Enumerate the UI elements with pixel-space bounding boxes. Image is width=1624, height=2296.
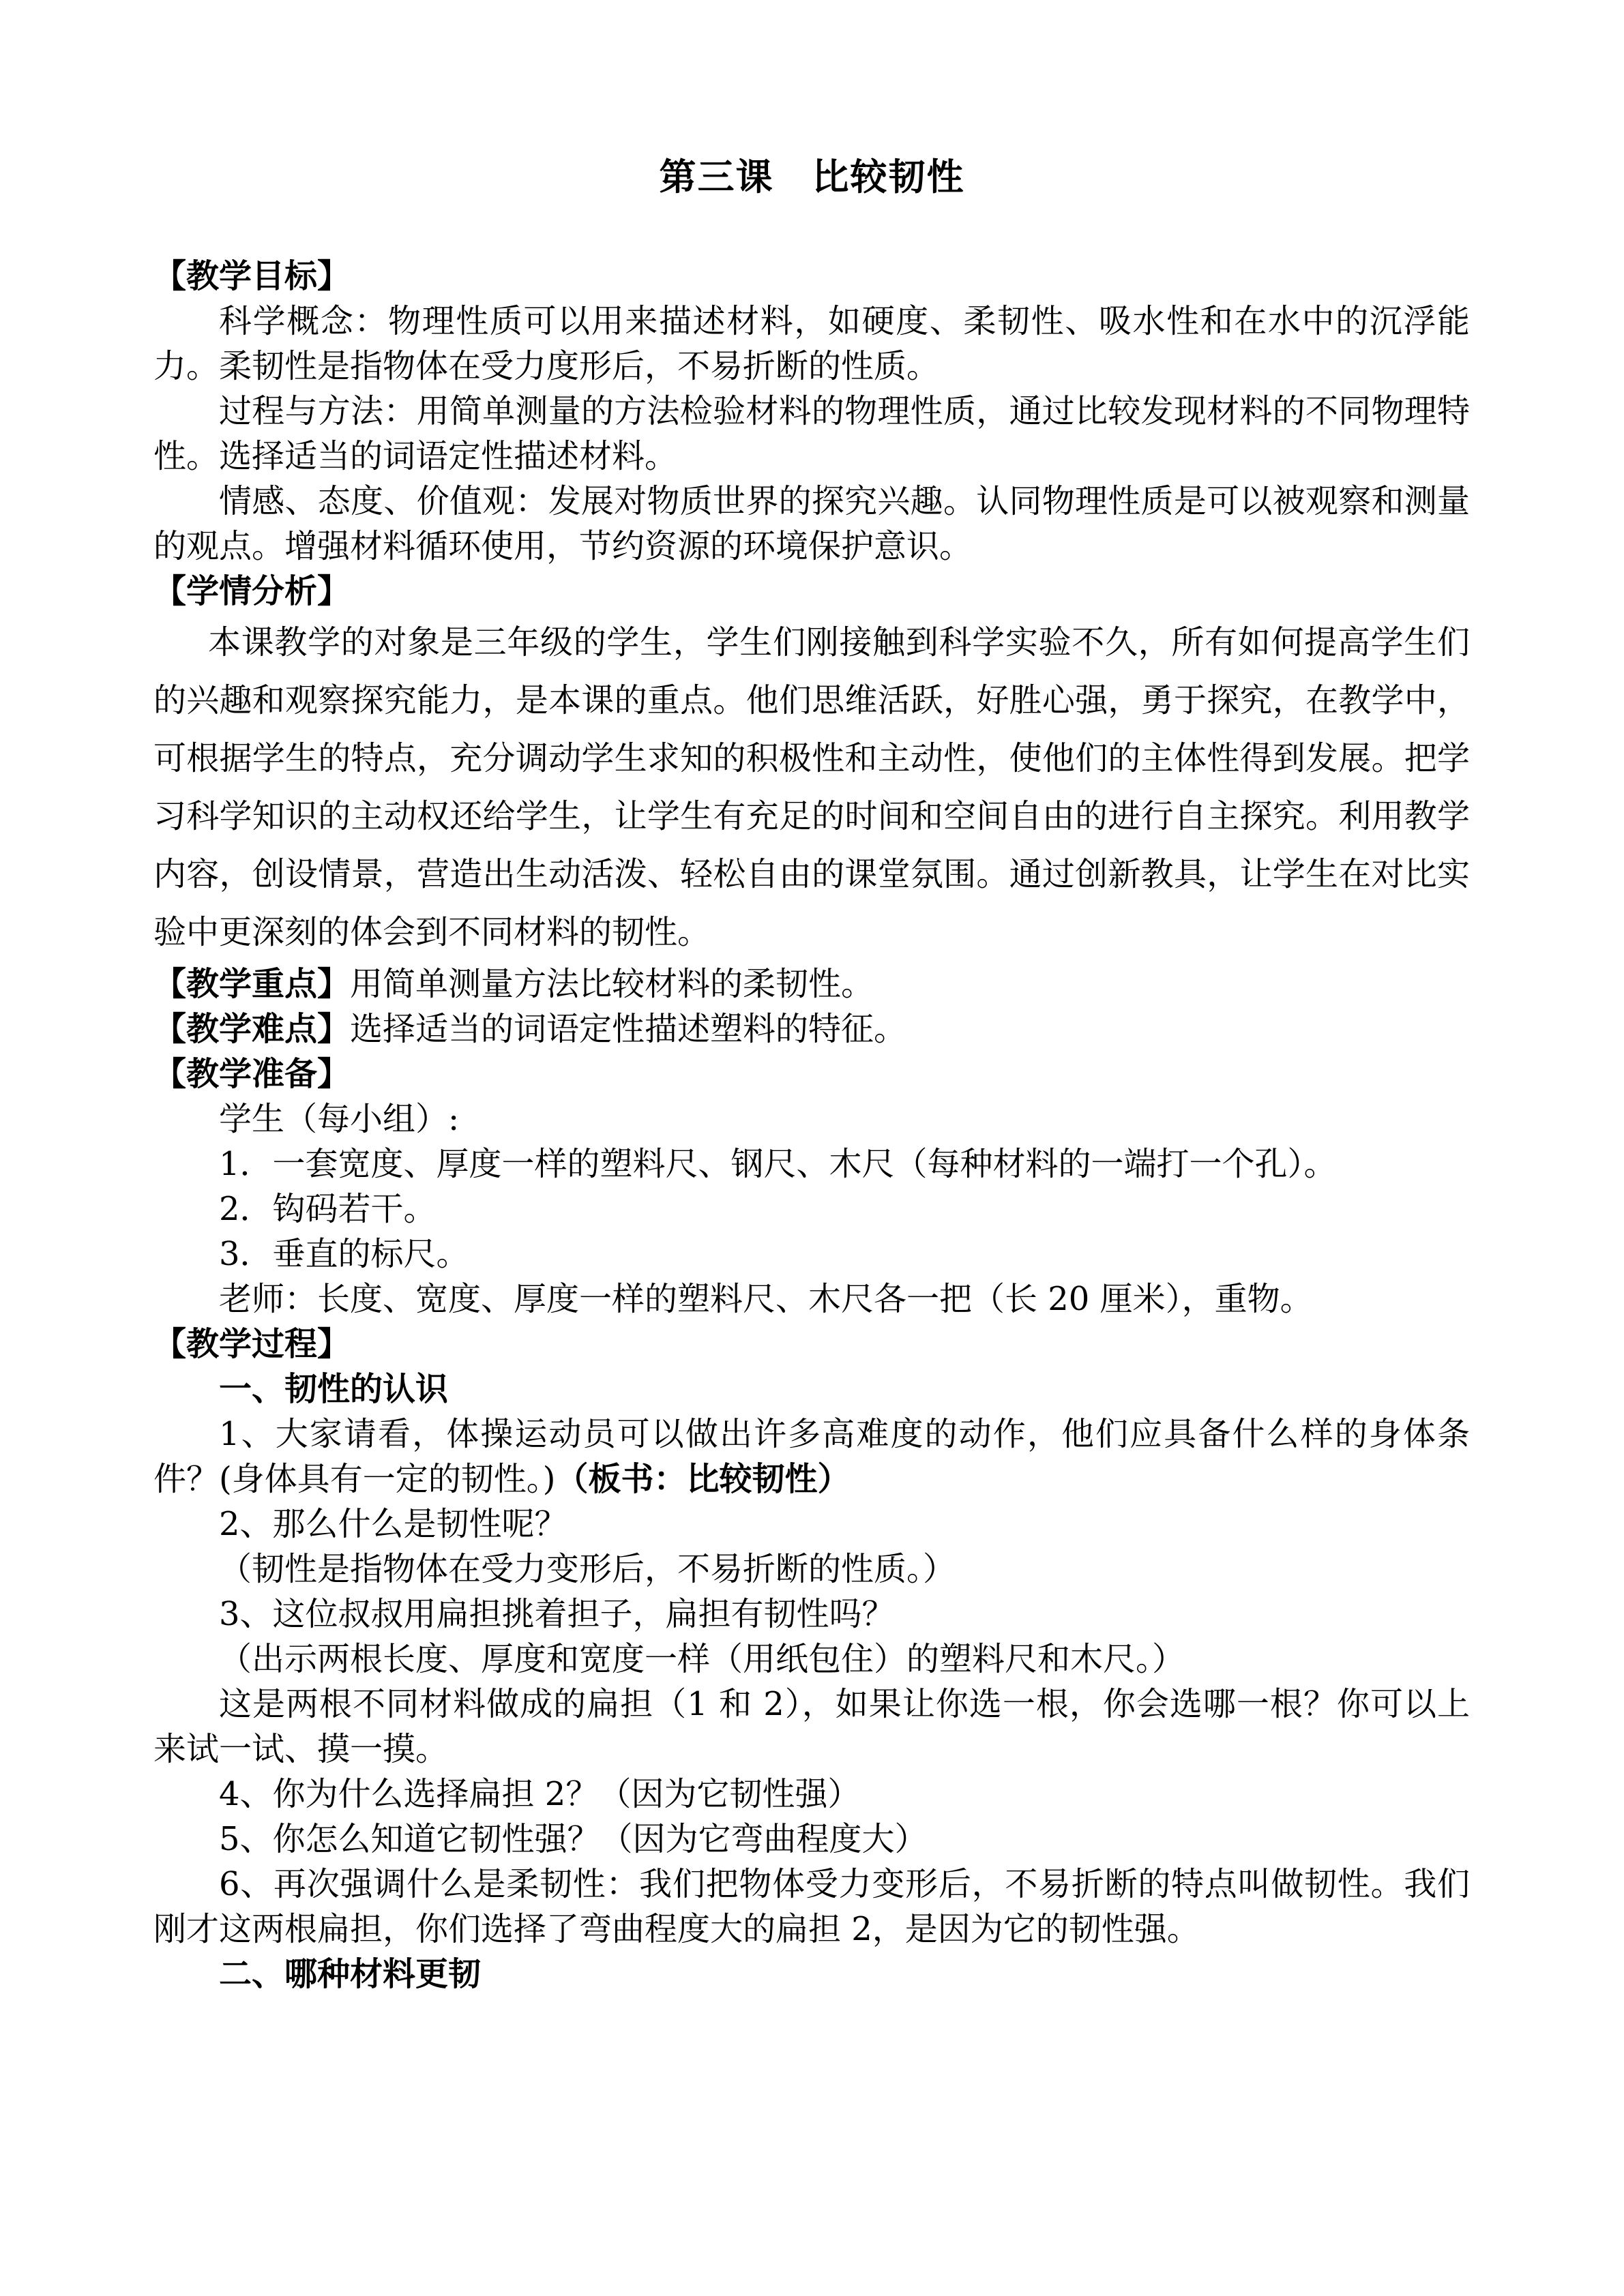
prep-heading: 【教学准备】 bbox=[153, 1055, 351, 1093]
key-point-row bbox=[153, 961, 1470, 1007]
analysis-paragraph: 本课教学的对象是三年级的学生，学生们刚接触到科学实验不久，所有如何提高学生们的兴趣和观察探究能力，是本课的重点。他们思维活跃，好胜心强，勇于探究，在教学中，可根据学生的特点，充分调动学生求知的积极性和主动性，使他们的主体性得到发展。把学习科学知识的主动权还给学生，让学生有充足的时间和空间自由的进行自主探究。利用教学内容，创设情景，营造出生动活泼、轻松自由的课堂氛围。通过创新教具，让学生在对比实验中更深刻的体会到不同材料的韧性。 bbox=[153, 623, 1470, 951]
process-q1-text: 1、大家请看，体操运动员可以做出许多高难度的动作，他们应具备什么样的身体条件？(身体具有一定的韧性。) bbox=[153, 1415, 1470, 1498]
goal-concept: 科学概念：物理性质可以用来描述材料，如硬度、柔韧性、吸水性和在水中的沉浮能力。柔韧性是指物体在受力度形后，不易折断的性质。 bbox=[153, 302, 1470, 385]
key-point-text: 用简单测量方法比较材料的柔韧性。 bbox=[350, 965, 874, 1003]
process-q1-board: （板书：比较韧性） bbox=[555, 1460, 851, 1498]
process-q3-text: 这是两根不同材料做成的扁担（1 和 2），如果让你选一根，你会选哪一根？你可以上来试一试、摸一摸。 bbox=[153, 1685, 1470, 1768]
difficulty-text: 选择适当的词语定性描述塑料的特征。 bbox=[350, 1010, 907, 1048]
document-body bbox=[153, 254, 1470, 1997]
analysis-heading: 【学情分析】 bbox=[153, 572, 351, 610]
process-q3: 3、这位叔叔用扁担挑着担子，扁担有韧性吗？ bbox=[219, 1595, 895, 1633]
process-q6: 6、再次强调什么是柔韧性：我们把物体受力变形后，不易折断的特点叫做韧性。我们刚才这两根扁担，你们选择了弯曲程度大的扁担 2，是因为它的韧性强。 bbox=[153, 1865, 1470, 1948]
key-point-heading: 【教学重点】 bbox=[153, 965, 351, 1003]
prep-item-1: 1．一套宽度、厚度一样的塑料尺、钢尺、木尺（每种材料的一端打一个孔）。 bbox=[219, 1145, 1337, 1183]
prep-item-3: 3．垂直的标尺。 bbox=[219, 1235, 469, 1273]
process-q5: 5、你怎么知道它韧性强？（因为它弯曲程度大） bbox=[219, 1820, 928, 1858]
process-heading: 【教学过程】 bbox=[153, 1325, 351, 1363]
goals-heading: 【教学目标】 bbox=[153, 257, 351, 295]
goal-method: 过程与方法：用简单测量的方法检验材料的物理性质，通过比较发现材料的不同物理特性。选择适当的词语定性描述材料。 bbox=[153, 392, 1470, 475]
prep-students-label: 学生（每小组）: bbox=[219, 1100, 460, 1138]
process-q2: 2、那么什么是韧性呢？ bbox=[219, 1505, 567, 1543]
prep-teacher: 老师：长度、宽度、厚度一样的塑料尺、木尺各一把（长 20 厘米），重物。 bbox=[219, 1280, 1313, 1318]
process-q2-answer: （韧性是指物体在受力变形后，不易折断的性质。） bbox=[219, 1550, 956, 1588]
section2-title: 二、哪种材料更韧 bbox=[219, 1955, 482, 1993]
goal-attitude: 情感、态度、价值观：发展对物质世界的探究兴趣。认同物理性质是可以被观察和测量的观点。增强材料循环使用，节约资源的环境保护意识。 bbox=[153, 482, 1470, 565]
prep-item-2: 2．钩码若干。 bbox=[219, 1190, 437, 1228]
page-title: 第三课 比较韧性 bbox=[659, 155, 965, 198]
section1-title: 一、韧性的认识 bbox=[219, 1370, 449, 1408]
process-q3-note: （出示两根长度、厚度和宽度一样（用纸包住）的塑料尺和木尺。） bbox=[219, 1640, 1185, 1678]
process-q4: 4、你为什么选择扁担 2？（因为它韧性强） bbox=[219, 1775, 861, 1813]
process-q1 bbox=[153, 1412, 1470, 1502]
difficulty-heading: 【教学难点】 bbox=[153, 1010, 351, 1048]
difficulty-row bbox=[153, 1007, 1470, 1052]
